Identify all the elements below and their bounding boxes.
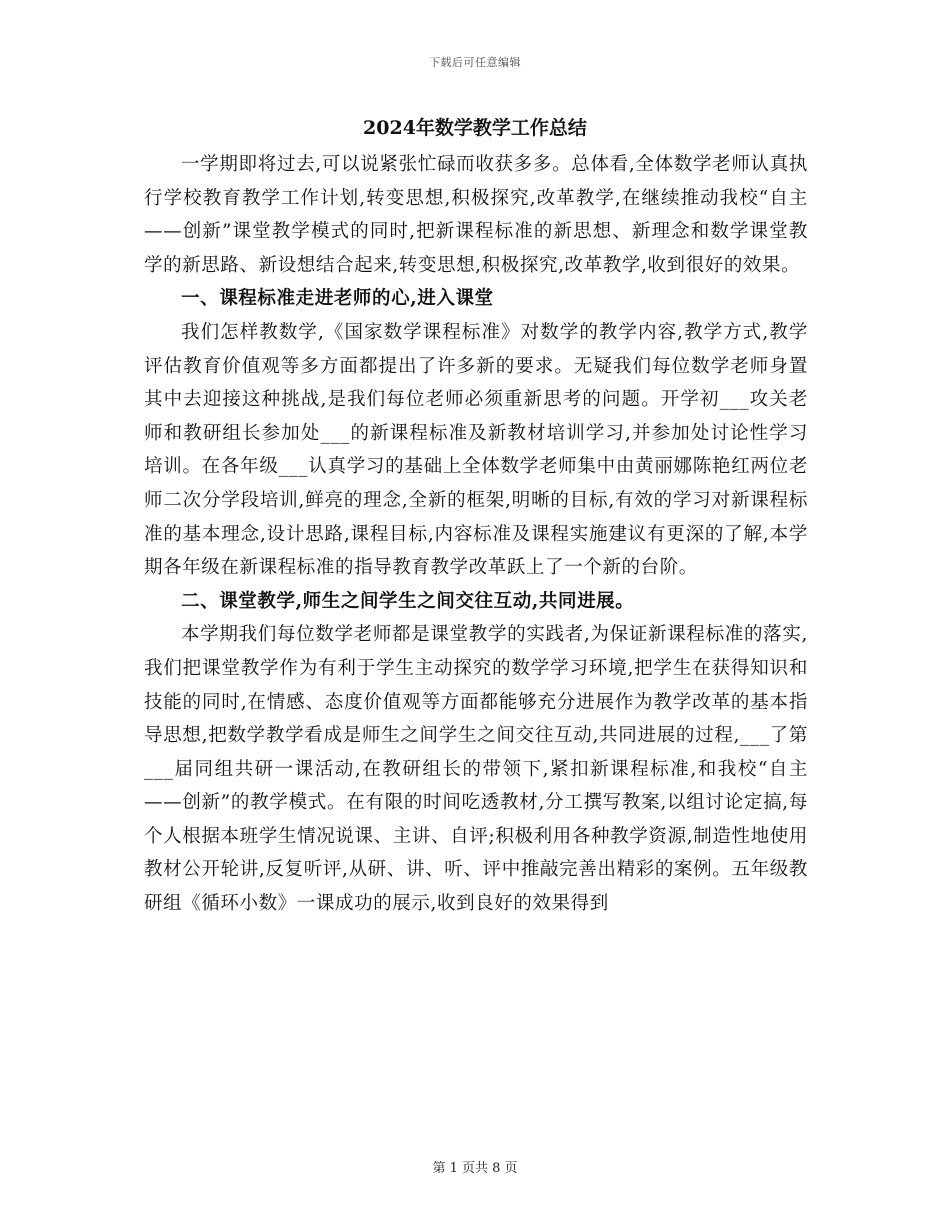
header-note: 下载后可任意编辑 [429, 56, 521, 69]
page-footer: 第 1 页共 8 页 [432, 1161, 518, 1176]
page-title: 2024年数学教学工作总结 [363, 117, 587, 139]
document-body [144, 148, 808, 921]
section-1-paragraph: 我们怎样教数学,《国家数学课程标准》对数学的教学内容,教学方式,教学评估教育价值观等多方面都提出了许多新的要求。无疑我们每位数学老师身置其中去迎接这种挑战,是我们每位老师必须重新思考的问题。开学初___攻关老师和教研组长参加处___的新课程标准及新教材培训学习,并参加处讨论性学习培训。在各年级___认真学习的基础上全体数学老师集中由黄丽娜陈艳红两位老师二次分学段培训,鲜亮的理念,全新的框架,明晰的目标,有效的学习对新课程标准的基本理念,设计思路,课程目标,内容标准及课程实施建议有更深的了解,本学期各年级在新课程标准的指导教育教学改革跃上了一个新的台阶。 [144, 321, 808, 579]
section-heading-2: 二、课堂教学,师生之间学生之间交往互动,共同进展。 [181, 590, 635, 612]
intro-paragraph: 一学期即将过去,可以说紧张忙碌而收获多多。总体看,全体数学老师认真执行学校教育教学工作计划,转变思想,积极探究,改革教学,在继续推动我校“自主——创新”课堂教学模式的同时,把新课程标准的新思想、新理念和数学课堂教学的新思路、新设想结合起来,转变思想,积极探究,改革教学,收到很好的效果。 [144, 154, 808, 276]
section-2-paragraph: 本学期我们每位数学老师都是课堂教学的实践者,为保证新课程标准的落实,我们把课堂教学作为有利于学生主动探究的数学学习环境,把学生在获得知识和技能的同时,在情感、态度价值观等方面都能够充分进展作为教学改革的基本指导思想,把数学教学看成是师生之间学生之间交往互动,共同进展的过程,___了第___届同组共研一课活动,在教研组长的带领下,紧扣新课程标准,和我校“自主——创新”的教学模式。在有限的时间吃透教材,分工撰写教案,以组讨论定搞,每个人根据本班学生情况说课、主讲、自评;积极利用各种教学资源,制造性地使用教材公开轮讲,反复听评,从研、讲、听、评中推敲完善出精彩的案例。五年级教研组《循环小数》一课成功的展示,收到良好的效果得到 [144, 624, 808, 915]
section-heading-1: 一、课程标准走进老师的心,进入课堂 [181, 288, 494, 310]
